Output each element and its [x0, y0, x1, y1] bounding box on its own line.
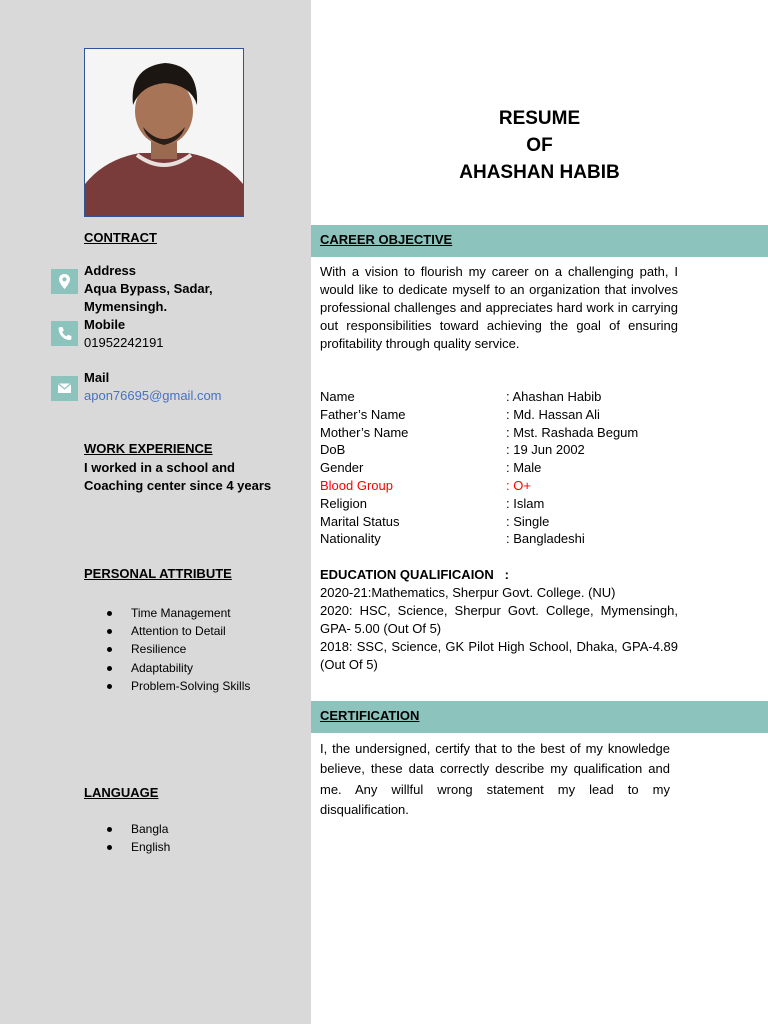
- address-line-2: Mymensingh.: [84, 299, 168, 314]
- table-row: [320, 424, 700, 442]
- personal-attribute-title: PERSONAL ATTRIBUTE: [84, 566, 232, 581]
- email-link[interactable]: apon76695@gmail.com: [84, 388, 222, 403]
- table-row: [320, 459, 700, 477]
- info-label: DoB: [320, 442, 346, 458]
- info-value: : Bangladeshi: [506, 531, 585, 547]
- table-row: [320, 388, 700, 406]
- info-value: : Single: [506, 513, 550, 529]
- education-section: [320, 566, 678, 674]
- mobile-label: Mobile: [84, 317, 126, 332]
- info-value: : Mst. Rashada Begum: [506, 424, 639, 440]
- language-title: LANGUAGE: [84, 785, 159, 800]
- list-item: Problem-Solving Skills: [84, 677, 250, 695]
- info-label: Religion: [320, 495, 367, 511]
- table-row: [320, 406, 700, 424]
- table-row: [320, 441, 700, 459]
- info-value: : O+: [506, 477, 531, 493]
- list-item: Time Management: [84, 604, 250, 622]
- work-experience-line-1: I worked in a school and: [84, 460, 235, 475]
- certification-band: [311, 701, 768, 733]
- info-label: Nationality: [320, 531, 381, 547]
- list-item: Bangla: [84, 820, 170, 838]
- work-experience-title: WORK EXPERIENCE: [84, 441, 213, 456]
- education-title: EDUCATION QUALIFICAION :: [320, 567, 509, 582]
- education-line: 2020: HSC, Science, Sherpur Govt. College, Mymensingh, GPA- 5.00 (Out Of 5): [320, 603, 678, 636]
- resume-title-line1: RESUME: [498, 108, 581, 129]
- info-value: : Islam: [506, 495, 545, 511]
- info-label: Blood Group: [320, 477, 393, 493]
- career-objective-title: CAREER OBJECTIVE: [320, 232, 453, 247]
- certification-text: I, the undersigned, certify that to the best of my knowledge believe, these data correctly describe my qualification and me. Any willful wrong statement my lead to my disqualification.: [320, 741, 670, 817]
- profile-photo: [84, 48, 244, 217]
- info-label: Name: [320, 389, 355, 404]
- info-value: : Male: [506, 460, 542, 476]
- list-item: Adaptability: [84, 659, 250, 677]
- work-experience-line-2: Coaching center since 4 years: [84, 478, 272, 493]
- career-objective-band: [311, 225, 768, 257]
- career-objective-text: With a vision to flourish my career on a challenging path, I would like to dedicate myself to an organization that involves professional challenges and appreciates hard work in carrying out responsibilities toward achieving the goal of ensuring profitability through quality service.: [320, 264, 678, 351]
- mail-label: Mail: [84, 370, 110, 385]
- contact-section-title: CONTRACT: [84, 230, 157, 245]
- list-item: English: [84, 838, 170, 856]
- info-label: Gender: [320, 460, 364, 476]
- attribute-list: [84, 604, 250, 695]
- phone-icon: [51, 321, 78, 346]
- mobile-number[interactable]: 01952242191: [84, 335, 164, 350]
- education-line: 2018: SSC, Science, GK Pilot High School, Dhaka, GPA-4.89 (Out Of 5): [320, 639, 678, 672]
- table-row: [320, 530, 700, 548]
- personal-info-table: [320, 388, 700, 548]
- mail-icon: [51, 376, 78, 401]
- resume-title-line2: OF: [526, 135, 553, 156]
- language-list: [84, 820, 170, 856]
- list-item: Resilience: [84, 640, 250, 658]
- certification-title: CERTIFICATION: [320, 708, 420, 723]
- info-label: Marital Status: [320, 513, 400, 529]
- info-value: : Md. Hassan Ali: [506, 406, 600, 422]
- list-item: Attention to Detail: [84, 622, 250, 640]
- info-label: Father’s Name: [320, 406, 406, 422]
- table-row: [320, 513, 700, 531]
- resume-title-name: AHASHAN HABIB: [459, 162, 620, 183]
- table-row: [320, 495, 700, 513]
- info-value: : Ahashan Habib: [506, 389, 602, 404]
- address-label: Address: [84, 263, 137, 278]
- address-line-1: Aqua Bypass, Sadar,: [84, 281, 213, 296]
- education-line: 2020-21:Mathematics, Sherpur Govt. College. (NU): [320, 585, 616, 600]
- info-label: Mother’s Name: [320, 424, 409, 440]
- table-row: [320, 477, 700, 495]
- info-value: : 19 Jun 2002: [506, 442, 585, 458]
- location-icon: [51, 269, 78, 294]
